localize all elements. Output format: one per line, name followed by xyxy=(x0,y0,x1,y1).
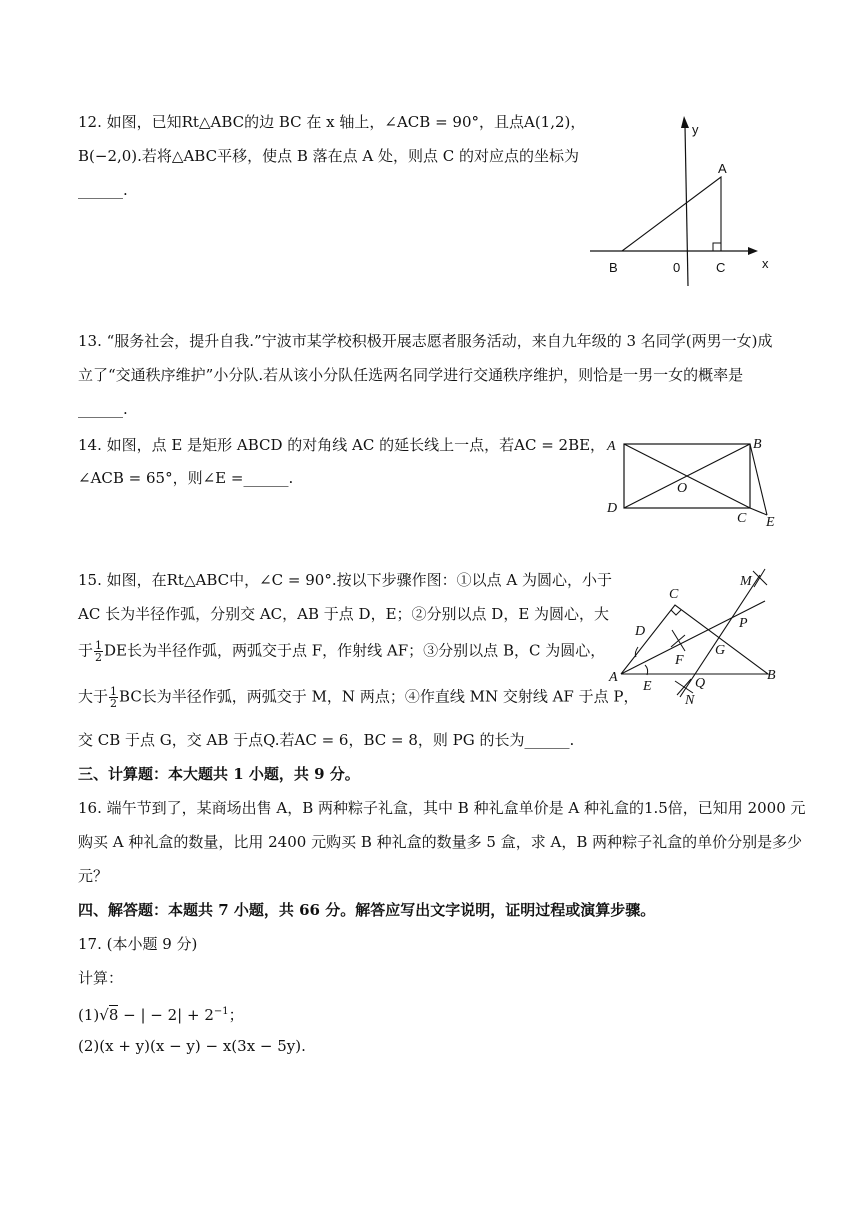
q12-line-1: 12. 如图，已知Rt△ABC的边 BC 在 x 轴上，∠ACB = 90°，且点A(1,2)， xyxy=(78,113,586,131)
q12-figure xyxy=(588,112,780,292)
q12-line-3: ______. xyxy=(78,181,128,199)
q15-label-a: A xyxy=(609,670,618,685)
q14-label-a: A xyxy=(607,439,616,454)
q15-label-g: G xyxy=(715,643,726,658)
q15-label-q: Q xyxy=(695,676,706,691)
q16-line-2: 购买 A 种礼盒的数量，比用 2400 元购买 B 种礼盒的数量多 5 盒，求 A，B 两种粽子礼盒的单价分别是多少 xyxy=(78,833,803,851)
q15-label-b: B xyxy=(767,668,776,683)
half-fraction xyxy=(94,640,103,663)
q15-line-3 xyxy=(78,640,605,663)
fraction-numerator: 1 xyxy=(110,685,118,698)
q15-figure xyxy=(605,565,795,710)
fraction-denominator: 2 xyxy=(95,651,103,664)
q12-label-origin: 0 xyxy=(673,260,681,275)
q15-line-3-text: DE长为半径作弧，两弧交于点 F，作射线 AF；③分别以点 B，C 为圆心， xyxy=(104,641,606,660)
section-4-heading: 四、解答题：本题共 7 小题，共 66 分。解答应写出文字说明，证明过程或演算步骤。 xyxy=(78,901,656,919)
q15-label-c: C xyxy=(669,587,679,602)
q17-line-2: 计算： xyxy=(78,969,124,987)
q15-line-1: 15. 如图，在Rt△ABC中，∠C = 90°.按以下步骤作图：①以点 A 为圆心，小于 xyxy=(78,571,612,589)
q17-part-1-label: (1) xyxy=(78,1006,100,1024)
q15-line-2: AC 长为半径作弧，分别交 AC，AB 于点 D，E；②分别以点 D，E 为圆心，大 xyxy=(78,605,610,623)
q17-part-1 xyxy=(78,1002,244,1025)
q14-label-e: E xyxy=(766,515,775,530)
q15-label-m: M xyxy=(740,574,752,589)
q15-label-f: F xyxy=(675,653,684,668)
q17-part-1-exponent: −1 xyxy=(213,1006,229,1017)
q14-label-b: B xyxy=(753,437,762,452)
q17-part-1-expr: − | − 2| + 2 xyxy=(118,1006,214,1024)
q15-label-d: D xyxy=(635,624,646,639)
q16-line-3: 元？ xyxy=(78,867,109,885)
q15-line-3-prefix: 于 xyxy=(78,641,94,660)
q17-part-2: (2)(x + y)(x − y) − x(3x − 5y). xyxy=(78,1037,306,1055)
q12-label-c: C xyxy=(716,260,726,275)
q15-line-4-prefix: 大于 xyxy=(78,687,109,706)
q13-line-2: 立了“交通秩序维护”小分队.若从该小分队任选两名同学进行交通秩序维护，则恰是一男一女的概率是 xyxy=(78,366,744,384)
q12-label-x: x xyxy=(762,256,769,271)
q12-label-a: A xyxy=(718,161,727,176)
q17-line-1: 17. (本小题 9 分) xyxy=(78,935,198,953)
q14-figure xyxy=(600,430,790,532)
sqrt-radicand: 8 xyxy=(108,1006,119,1024)
q15-label-n: N xyxy=(685,693,695,708)
half-fraction xyxy=(109,686,118,709)
q13-line-3: ______. xyxy=(78,400,128,418)
q15-label-p: P xyxy=(739,616,748,631)
q16-line-1: 16. 端午节到了，某商场出售 A，B 两种粽子礼盒，其中 B 种礼盒单价是 A 种礼盒的1.5倍，已知用 2000 元 xyxy=(78,799,806,817)
q12-line-2: B(−2,0).若将△ABC平移，使点 B 落在点 A 处，则点 C 的对应点的坐标为 xyxy=(78,147,580,165)
q12-label-b: B xyxy=(609,260,618,275)
q14-label-o: O xyxy=(677,481,688,496)
q15-line-4-text: BC长为半径作弧，两弧交于 M，N 两点；④作直线 MN 交射线 AF 于点 P， xyxy=(119,687,639,706)
q14-line-2: ∠ACB = 65°，则∠E =______. xyxy=(78,469,294,487)
q12-label-y: y xyxy=(692,122,699,137)
section-3-heading: 三、计算题：本大题共 1 小题，共 9 分。 xyxy=(78,765,360,783)
q14-label-d: D xyxy=(607,501,618,516)
q15-line-5: 交 CB 于点 G，交 AB 于点Q.若AC = 6，BC = 8，则 PG 的长为______. xyxy=(78,731,575,749)
q15-line-4 xyxy=(78,686,638,709)
q17-part-1-end: ； xyxy=(228,1006,244,1024)
q15-label-e: E xyxy=(643,679,652,694)
fraction-denominator: 2 xyxy=(110,697,118,710)
q13-line-1: 13. “服务社会，提升自我.”宁波市某学校积极开展志愿者服务活动，来自九年级的 3 名同学(两男一女)成 xyxy=(78,332,773,350)
fraction-numerator: 1 xyxy=(95,639,103,652)
sqrt-sign-icon: √ xyxy=(99,1006,109,1024)
q14-line-1: 14. 如图，点 E 是矩形 ABCD 的对角线 AC 的延长线上一点，若AC = 2BE， xyxy=(78,436,606,454)
q14-label-c: C xyxy=(737,511,747,526)
